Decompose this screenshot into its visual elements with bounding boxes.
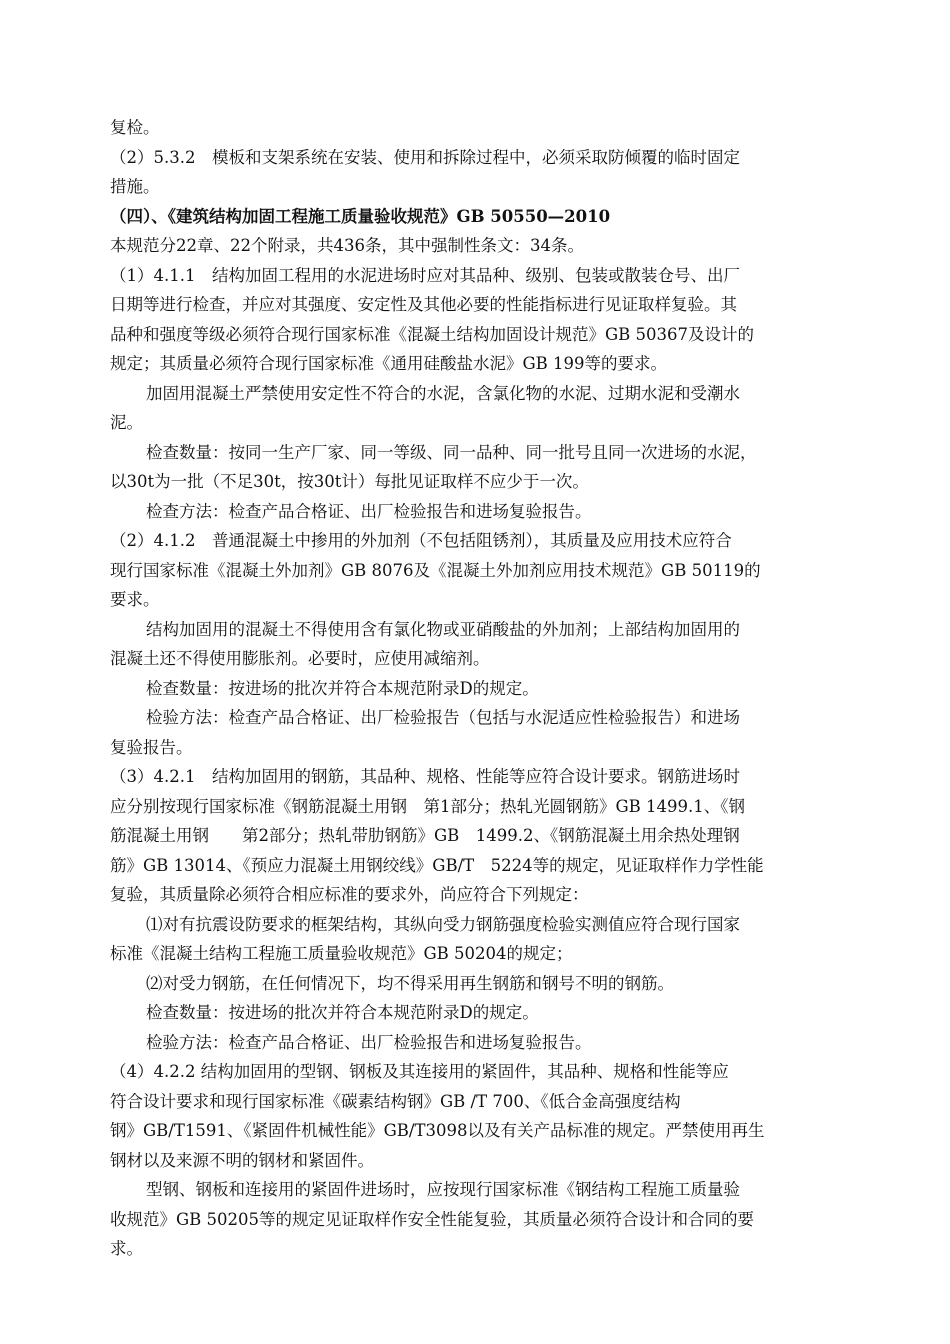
text-line: 检验方法：检查产品合格证、出厂检验报告（包括与水泥适应性检验报告）和进场 (146, 708, 740, 727)
text-line: 日期等进行检查，并应对其强度、安定性及其他必要的性能指标进行见证取样复验。其 (110, 295, 737, 314)
text-line: 检查方法：检查产品合格证、出厂检验报告和进场复验报告。 (146, 501, 592, 521)
text-line: 以30t为一批（不足30t，按30t计）每批见证取样不应少于一次。 (110, 472, 589, 491)
text-line: 要求。 (110, 590, 160, 609)
text-line: 本规范分22章、22个附录，共436条，其中强制性条文：34条。 (110, 236, 584, 255)
text-line: 复验报告。 (110, 737, 193, 757)
text-line: 品种和强度等级必须符合现行国家标准《混凝土结构加固设计规范》GB 50367及设计的 (110, 324, 755, 344)
text-line: 结构加固用的混凝土不得使用含有氯化物或亚硝酸盐的外加剂；上部结构加固用的 (146, 619, 740, 639)
text-line: ⑵对受力钢筋，在任何情况下，均不得采用再生钢筋和钢号不明的钢筋。 (146, 973, 674, 993)
text-line: 规定；其质量必须符合现行国家标准《通用硅酸盐水泥》GB 199等的要求。 (110, 354, 668, 373)
text-line: 收规范》GB 50205等的规定见证取样作安全性能复验，其质量必须符合设计和合同的要 (110, 1209, 755, 1229)
text-line: （4）4.2.2 结构加固用的型钢、钢板及其连接用的紧固件，其品种、规格和性能等应 (110, 1062, 729, 1081)
text-line: 钢材以及来源不明的钢材和紧固件。 (110, 1150, 374, 1170)
text-line: （1）4.1.1 结构加固工程用的水泥进场时应对其品种、级别、包装或散装仓号、出厂 (110, 265, 740, 285)
text-line: 钢》GB/T1591、《紧固件机械性能》GB/T3098以及有关产品标准的规定。严禁使用再生 (110, 1121, 765, 1140)
text-line: 检查数量：按进场的批次并符合本规范附录D的规定。 (146, 1003, 539, 1022)
text-line: 筋》GB 13014、《预应力混凝土用钢绞线》GB/T 5224等的规定，见证取样作力学性能 (110, 855, 764, 875)
text-line: 措施。 (110, 177, 160, 196)
text-line: 混凝土还不得使用膨胀剂。必要时，应使用减缩剂。 (110, 649, 490, 668)
text-line: 型钢、钢板和连接用的紧固件进场时，应按现行国家标准《钢结构工程施工质量验 (146, 1180, 740, 1199)
text-line: （2）5.3.2 模板和支架系统在安装、使用和拆除过程中，必须采取防倾覆的临时固定 (110, 147, 740, 167)
text-line: 筋混凝土用钢 第2部分；热轧带肋钢筋》GB 1499.2、《钢筋混凝土用余热处理钢 (110, 826, 740, 845)
text-line: （2）4.1.2 普通混凝土中掺用的外加剂（不包括阻锈剂），其质量及应用技术应符合 (110, 531, 732, 550)
text-line: （3）4.2.1 结构加固用的钢筋，其品种、规格、性能等应符合设计要求。钢筋进场时 (110, 767, 740, 786)
text-line: 检验方法：检查产品合格证、出厂检验报告和进场复验报告。 (146, 1032, 592, 1052)
text-line: 现行国家标准《混凝土外加剂》GB 8076及《混凝土外加剂应用技术规范》GB 50119的 (110, 560, 761, 580)
text-line: 求。 (110, 1239, 143, 1258)
text-line: 复检。 (110, 118, 160, 137)
text-line: 加固用混凝土严禁使用安定性不符合的水泥，含氯化物的水泥、过期水泥和受潮水 (146, 383, 740, 403)
text-line: 泥。 (110, 413, 143, 432)
text-line: 检查数量：按同一生产厂家、同一等级、同一品种、同一批号且同一次进场的水泥， (146, 442, 757, 462)
text-line: 符合设计要求和现行国家标准《碳素结构钢》GB /T 700、《低合金高强度结构 (110, 1091, 681, 1111)
text-line: 应分别按现行国家标准《钢筋混凝土用钢 第1部分；热轧光圆钢筋》GB 1499.1、《钢 (110, 796, 746, 816)
text-line: 复验，其质量除必须符合相应标准的要求外，尚应符合下列规定： (110, 885, 589, 904)
text-line: 标准《混凝土结构工程施工质量验收规范》GB 50204的规定； (110, 944, 573, 963)
section-heading: （四）、《建筑结构加固工程施工质量验收规范》GB 50550—2010 (110, 206, 611, 226)
document-body (110, 113, 845, 1264)
text-line: ⑴对有抗震设防要求的框架结构，其纵向受力钢筋强度检验实测值应符合现行国家 (146, 914, 740, 934)
text-line: 检查数量：按进场的批次并符合本规范附录D的规定。 (146, 678, 539, 698)
